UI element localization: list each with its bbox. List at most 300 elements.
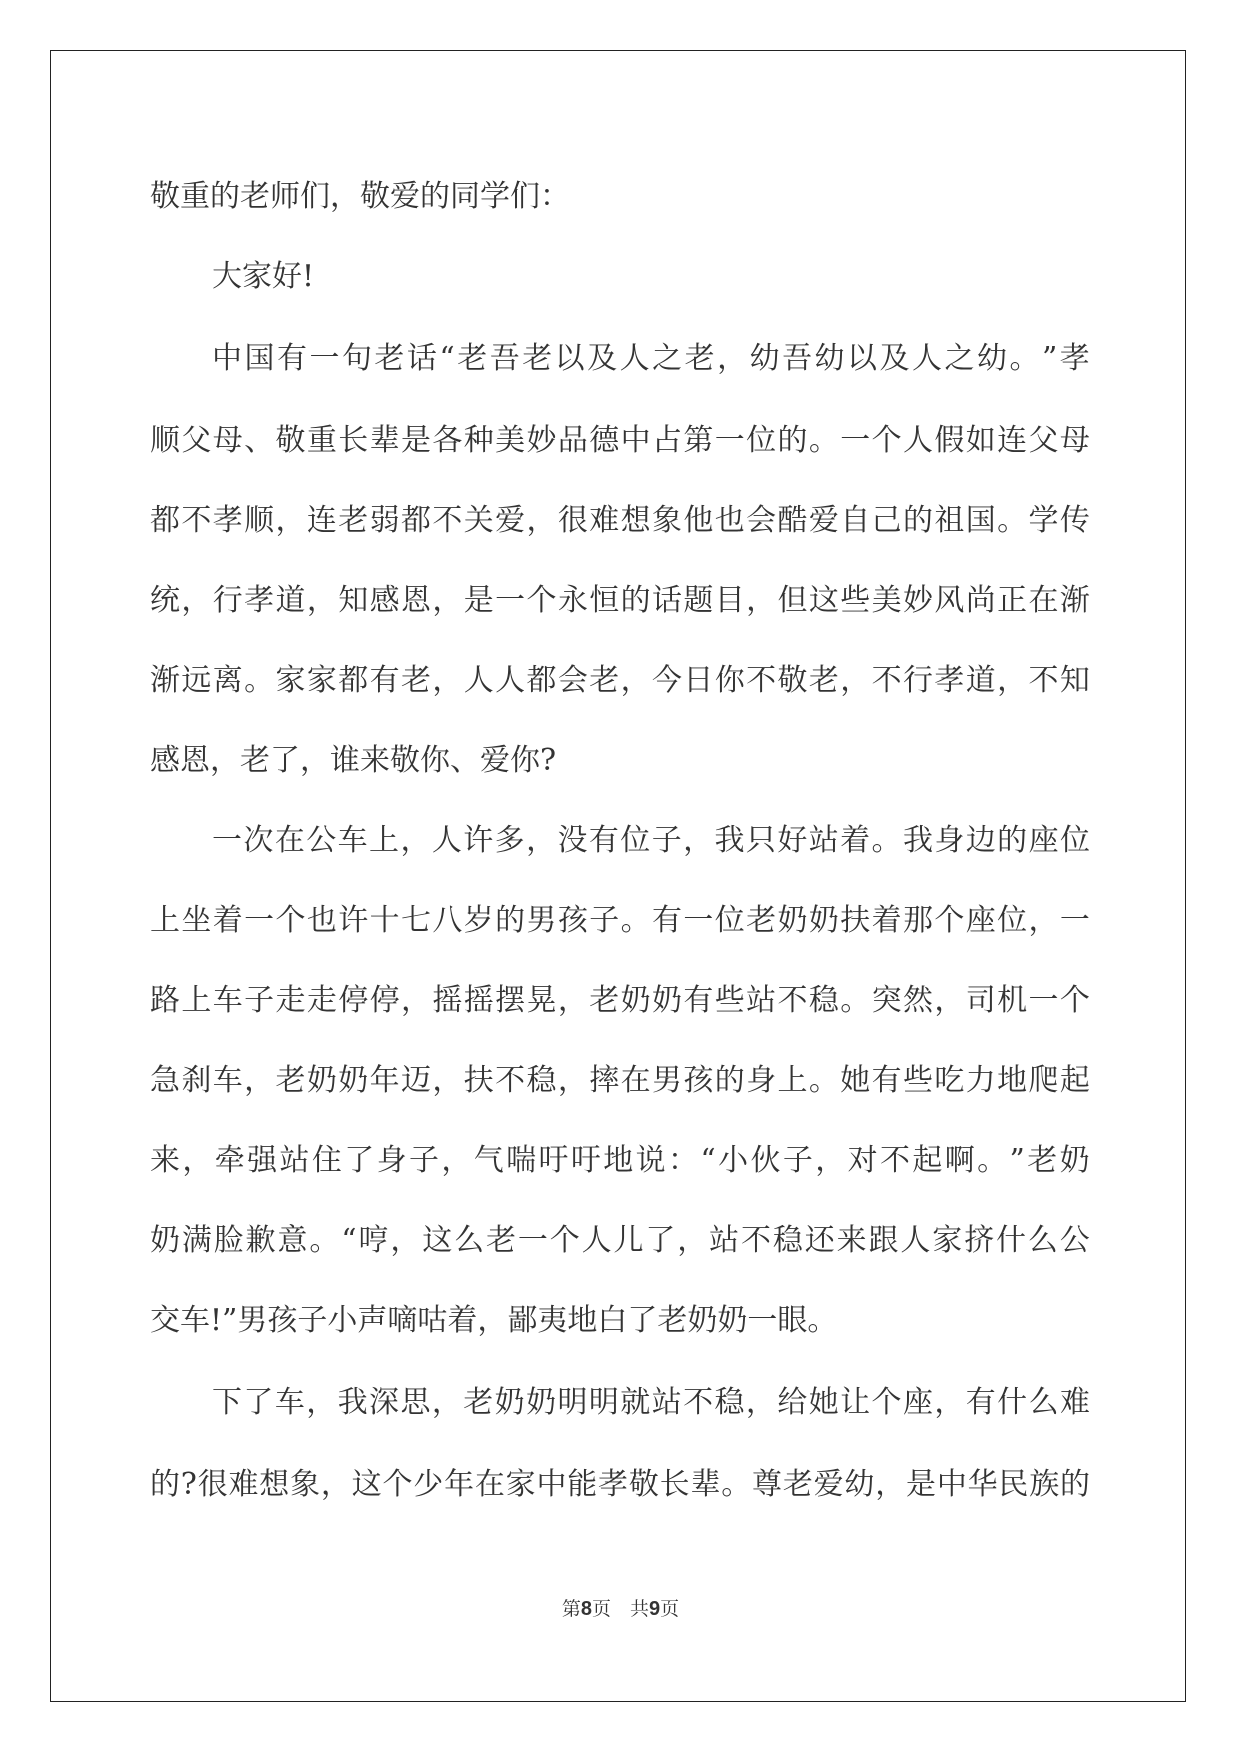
text-char: 关 <box>463 503 494 538</box>
text-char: 恒 <box>589 583 620 618</box>
text-char: 人 <box>463 663 494 698</box>
text-char: 老 <box>275 1063 306 1098</box>
text-char: 目 <box>714 583 745 618</box>
text-char: 上 <box>777 1063 808 1098</box>
text-char: 。 <box>808 1063 839 1098</box>
text-char: 在 <box>1028 583 1059 618</box>
text-char: 车 <box>274 1385 305 1420</box>
text-char: 个 <box>1059 983 1090 1018</box>
text-char: 个 <box>526 583 557 618</box>
text-char: 子 <box>589 903 620 938</box>
text-char: 年 <box>369 1063 400 1098</box>
text-char: 都 <box>526 663 557 698</box>
paragraph-line <box>150 881 1090 961</box>
text-char: 路 <box>150 983 180 1018</box>
text-char: 吃 <box>934 1063 965 1098</box>
text-char: 车 <box>212 983 243 1018</box>
text-char: 小 <box>718 1143 749 1178</box>
text-char: 一 <box>1028 983 1059 1018</box>
text-char: 他 <box>683 503 714 538</box>
text-char: 司 <box>965 983 996 1018</box>
text-char: 恩 <box>401 583 431 618</box>
text-char: 美 <box>495 423 526 458</box>
text-char: ， <box>717 341 748 376</box>
text-char: 、 <box>244 423 275 458</box>
text-char: 爱 <box>813 1467 844 1502</box>
text-char: 是 <box>906 1467 937 1502</box>
text-char: 年 <box>444 1467 475 1502</box>
text-char: ， <box>431 1385 462 1420</box>
text-char: 长 <box>659 1467 690 1502</box>
text-char: 的 <box>495 903 526 938</box>
text-char: 站 <box>808 823 839 858</box>
text-char: 美 <box>871 583 902 618</box>
text-char: 孩 <box>683 1063 714 1098</box>
text-char: 么 <box>1028 1385 1059 1420</box>
text-char: 强 <box>247 1143 278 1178</box>
text-char: 边 <box>965 823 996 858</box>
text-char: 在 <box>274 823 305 858</box>
paragraph-line <box>150 801 1090 881</box>
text-char: 很 <box>557 503 588 538</box>
text-char: 一 <box>309 341 340 376</box>
text-char: 子 <box>782 1143 813 1178</box>
text-char: 敬 <box>777 663 808 698</box>
text-char: 座 <box>1028 823 1059 858</box>
text-char: ， <box>306 1385 337 1420</box>
text-char: 孝 <box>598 1467 629 1502</box>
text-char: 但 <box>777 583 808 618</box>
text-char: ， <box>557 1063 588 1098</box>
text-char: 统 <box>150 583 180 618</box>
paragraph-line <box>150 1361 1090 1445</box>
text-char: 是 <box>463 583 494 618</box>
text-char: 些 <box>840 583 871 618</box>
text-char: 会 <box>746 503 777 538</box>
text-char: ， <box>934 1385 965 1420</box>
text-char: 老 <box>684 341 715 376</box>
text-char: 妙 <box>903 583 933 618</box>
text-char: 老 <box>589 983 620 1018</box>
text-char: 不 <box>871 663 902 698</box>
text-char: 就 <box>620 1385 651 1420</box>
text-char: 奶 <box>150 1223 180 1258</box>
text-char: 喘 <box>506 1143 537 1178</box>
text-char: 突 <box>871 983 902 1018</box>
text-char: ， <box>400 823 431 858</box>
text-char: 一 <box>495 583 526 618</box>
text-char: 思 <box>400 1385 431 1420</box>
text-char: 家 <box>932 1223 963 1258</box>
paragraph-line: 交车!”男孩子小声嘀咕着，鄙夷地白了老奶奶一眼。 <box>150 1303 838 1338</box>
text-char: 一 <box>244 903 275 938</box>
text-char: 坐 <box>181 903 212 938</box>
text-char: 一 <box>683 903 714 938</box>
text-char: 妙 <box>526 423 557 458</box>
text-char: 起 <box>912 1143 943 1178</box>
text-char: 。 <box>309 1223 340 1258</box>
text-char: 想 <box>259 1467 290 1502</box>
text-char: 想 <box>620 503 651 538</box>
text-char: ， <box>557 983 588 1018</box>
text-char: 奶 <box>1059 1143 1090 1178</box>
text-char: 老 <box>1027 1143 1058 1178</box>
text-char: 老 <box>522 341 553 376</box>
text-char: 着 <box>871 903 902 938</box>
text-char: 国 <box>244 341 275 376</box>
text-char: 。 <box>840 983 871 1018</box>
text-char: 。 <box>997 503 1028 538</box>
text-char: 一 <box>517 1223 548 1258</box>
text-char: 奶 <box>620 983 651 1018</box>
footer-mid: 页 共 <box>591 1598 649 1620</box>
text-char: 次 <box>243 823 274 858</box>
text-char: 不 <box>746 663 777 698</box>
text-char: 老 <box>401 663 431 698</box>
salutation: 敬重的老师们，敬爱的同学们： <box>150 179 570 214</box>
text-char: 位 <box>1059 823 1090 858</box>
text-char: 扶 <box>463 1063 494 1098</box>
text-char: ： <box>668 1143 698 1178</box>
text-char: 座 <box>965 903 996 938</box>
text-char: 我 <box>902 823 933 858</box>
text-char: 身 <box>376 1143 407 1178</box>
text-char: 摇 <box>463 983 494 1018</box>
text-char: 她 <box>808 1385 839 1420</box>
text-char: 吁 <box>570 1143 601 1178</box>
text-char: 让 <box>840 1385 871 1420</box>
text-char: 奶 <box>306 1063 337 1098</box>
text-char: 老 <box>746 903 777 938</box>
text-char: 人 <box>912 341 942 376</box>
text-char: 许 <box>463 823 494 858</box>
text-char: 日 <box>683 663 714 698</box>
paragraph-line <box>150 1121 1090 1201</box>
text-char: 然 <box>903 983 933 1018</box>
text-char: 母 <box>1059 423 1090 458</box>
text-char: 各 <box>432 423 463 458</box>
text-char: 位 <box>997 903 1028 938</box>
text-char: 尊 <box>752 1467 783 1502</box>
text-char: 站 <box>651 1385 682 1420</box>
text-char: 在 <box>474 1467 505 1502</box>
text-char: 老 <box>782 1467 813 1502</box>
text-char: 风 <box>934 583 965 618</box>
text-char: ， <box>526 503 557 538</box>
text-char: 弱 <box>369 503 400 538</box>
text-char: 感 <box>369 583 400 618</box>
text-char: 歉 <box>245 1223 276 1258</box>
text-char: 来 <box>150 1143 180 1178</box>
text-char: 个 <box>275 903 306 938</box>
text-char: 学 <box>1028 503 1059 538</box>
text-char: 中 <box>620 423 651 458</box>
text-char: 也 <box>306 903 337 938</box>
text-char: 我 <box>337 1385 368 1420</box>
text-char: 位 <box>620 823 651 858</box>
text-char: 人 <box>900 1223 931 1258</box>
text-char: 顺 <box>150 423 180 458</box>
text-char: 己 <box>871 503 902 538</box>
text-char: 中 <box>936 1467 967 1502</box>
text-char: 远 <box>181 663 212 698</box>
text-char: 迈 <box>401 1063 431 1098</box>
text-char: 民 <box>998 1467 1029 1502</box>
text-char: 座 <box>902 1385 933 1420</box>
text-char: ， <box>390 1223 421 1258</box>
text-char: 知 <box>338 583 369 618</box>
text-char: 你 <box>714 663 745 698</box>
text-char: 不 <box>495 1063 526 1098</box>
paragraph-line <box>150 1445 1090 1525</box>
document-body <box>150 157 1090 1525</box>
text-char: 奶 <box>777 903 808 938</box>
text-char: 人 <box>581 1223 612 1258</box>
text-char: 老 <box>463 1385 494 1420</box>
text-char: 气 <box>473 1143 504 1178</box>
text-char: 力 <box>965 1063 996 1098</box>
text-char: 以 <box>554 341 585 376</box>
text-char: ， <box>306 583 337 618</box>
text-char: 孩 <box>557 903 588 938</box>
text-char: 母 <box>212 423 243 458</box>
text-char: 什 <box>995 1223 1026 1258</box>
text-char: 渐 <box>1059 583 1090 618</box>
text-char: 有 <box>588 823 619 858</box>
text-char: 个 <box>934 903 965 938</box>
text-char: 的 <box>714 1063 745 1098</box>
text-char: 中 <box>536 1467 567 1502</box>
text-char: 这 <box>351 1467 382 1502</box>
text-char: 是 <box>401 423 431 458</box>
text-char: ， <box>441 1143 472 1178</box>
text-char: ， <box>526 823 557 858</box>
text-char: ， <box>875 1467 906 1502</box>
paragraph-line: 感恩，老了，谁来敬你、爱你? <box>150 743 557 778</box>
text-char: 公 <box>306 823 337 858</box>
text-char: 辈 <box>369 423 400 458</box>
text-char: ， <box>320 1467 351 1502</box>
text-char: 哼 <box>358 1223 389 1258</box>
text-char: 脸 <box>213 1223 244 1258</box>
text-char: 个 <box>382 1467 413 1502</box>
text-char: 爱 <box>808 503 839 538</box>
text-char: 孝 <box>212 503 243 538</box>
text-char: ， <box>432 1063 463 1098</box>
text-char: 家 <box>505 1467 536 1502</box>
text-char: ” <box>1041 341 1058 376</box>
text-char: 难 <box>1059 1385 1090 1420</box>
paragraph-line <box>150 561 1090 641</box>
text-char: 稳 <box>526 1063 557 1098</box>
text-char: 不 <box>1028 663 1059 698</box>
text-char: 老 <box>338 503 369 538</box>
text-char: 很 <box>197 1467 228 1502</box>
text-char: 老 <box>457 341 488 376</box>
text-char: 子 <box>409 1143 439 1178</box>
text-char: 十 <box>369 903 400 938</box>
text-char: 难 <box>589 503 620 538</box>
text-char: 子 <box>244 983 275 1018</box>
text-char: 占 <box>652 423 682 458</box>
text-char: 都 <box>401 503 431 538</box>
text-char: 这 <box>422 1223 453 1258</box>
text-char: 站 <box>709 1223 740 1258</box>
text-char: 。 <box>244 663 275 698</box>
text-char: 人 <box>431 823 462 858</box>
text-char: 不 <box>777 983 808 1018</box>
text-char: “ <box>700 1143 716 1178</box>
text-char: 爱 <box>495 503 526 538</box>
text-char: 些 <box>714 983 745 1018</box>
text-char: ， <box>181 583 212 618</box>
text-char: 不 <box>432 503 463 538</box>
text-char: “ <box>439 341 455 376</box>
text-char: 及 <box>879 341 910 376</box>
text-char: 上 <box>150 903 180 938</box>
text-char: 意 <box>277 1223 308 1258</box>
text-char: 七 <box>401 903 431 938</box>
text-char: 么 <box>454 1223 485 1258</box>
text-char: 幼 <box>749 341 780 376</box>
text-char: 的 <box>150 1467 180 1502</box>
text-char: 人 <box>903 423 933 458</box>
text-char: 挤 <box>964 1223 995 1258</box>
footer-prefix: 第 <box>561 1598 581 1620</box>
text-char: 传 <box>1059 503 1090 538</box>
text-char: ， <box>620 663 651 698</box>
text-char: 男 <box>652 1063 682 1098</box>
text-char: 道 <box>965 663 996 698</box>
paragraph-line <box>150 641 1090 721</box>
text-char: 会 <box>557 663 588 698</box>
page-footer <box>0 1594 1241 1621</box>
text-char: ， <box>275 503 306 538</box>
text-char: 。 <box>808 423 839 458</box>
text-char: 个 <box>871 1385 902 1420</box>
greeting: 大家好! <box>212 259 315 294</box>
text-char: 能 <box>567 1467 598 1502</box>
text-char: 正 <box>997 583 1028 618</box>
text-char: 住 <box>311 1143 342 1178</box>
text-char: 的 <box>620 583 651 618</box>
text-char: ， <box>677 1223 708 1258</box>
text-char: 顺 <box>244 503 275 538</box>
text-char: 奶 <box>808 903 839 938</box>
text-char: 上 <box>369 823 400 858</box>
text-char: 的 <box>903 503 933 538</box>
text-char: 车 <box>212 1063 243 1098</box>
text-char: 身 <box>746 1063 777 1098</box>
text-char: ， <box>840 663 871 698</box>
text-char: 行 <box>903 663 933 698</box>
text-char: 辈 <box>690 1467 721 1502</box>
current-page-number: 8 <box>580 1598 592 1620</box>
text-char: 一 <box>840 423 871 458</box>
text-char: 明 <box>557 1385 588 1420</box>
text-char: 稳 <box>808 983 839 1018</box>
text-char: 第 <box>683 423 714 458</box>
text-char: 长 <box>338 423 369 458</box>
text-char: 句 <box>341 341 372 376</box>
text-char: 八 <box>432 903 463 938</box>
paragraph-line <box>150 1041 1090 1121</box>
text-char: 都 <box>338 663 369 698</box>
text-char: 象 <box>290 1467 321 1502</box>
text-char: 。 <box>1009 341 1040 376</box>
text-char: 了 <box>243 1385 274 1420</box>
text-char: 都 <box>150 503 180 538</box>
text-char: 岁 <box>463 903 494 938</box>
text-char: 这 <box>808 583 839 618</box>
text-char: 站 <box>279 1143 310 1178</box>
text-char: 跟 <box>868 1223 899 1258</box>
text-char: 稳 <box>714 1385 745 1420</box>
text-char: 爬 <box>1028 1063 1059 1098</box>
text-char: 老 <box>374 341 405 376</box>
text-char: 走 <box>306 983 337 1018</box>
text-char: ， <box>1028 903 1059 938</box>
text-char: 位 <box>746 423 777 458</box>
text-char: 牵 <box>214 1143 245 1178</box>
paragraph-3 <box>150 1361 1090 1525</box>
text-char: ? <box>180 1467 197 1502</box>
text-char: 道 <box>275 583 306 618</box>
text-char: 摇 <box>432 983 463 1018</box>
text-char: 。 <box>871 823 902 858</box>
text-char: 孝 <box>934 663 965 698</box>
total-page-number: 9 <box>649 1598 661 1620</box>
text-char: 有 <box>652 903 682 938</box>
text-char: 有 <box>276 341 307 376</box>
text-char: 在 <box>620 1063 651 1098</box>
text-char: 身 <box>934 823 965 858</box>
text-char: 国 <box>965 503 996 538</box>
text-char: 地 <box>997 1063 1028 1098</box>
text-char: 奶 <box>494 1385 525 1420</box>
text-char: 一 <box>714 423 745 458</box>
text-char: 有 <box>369 663 400 698</box>
text-char: 那 <box>903 903 933 938</box>
text-char: 离 <box>212 663 243 698</box>
text-char: 连 <box>997 423 1028 458</box>
text-char: 自 <box>840 503 871 538</box>
text-char: ， <box>934 983 965 1018</box>
text-char: 还 <box>804 1223 835 1258</box>
text-char: 祖 <box>934 503 965 538</box>
text-char: 连 <box>306 503 337 538</box>
text-char: 话 <box>406 341 437 376</box>
text-char: 个 <box>549 1223 580 1258</box>
text-char: 难 <box>228 1467 259 1502</box>
text-char: 走 <box>275 983 306 1018</box>
text-char: 。 <box>977 1143 1008 1178</box>
text-char: 个 <box>871 423 902 458</box>
text-char: 吁 <box>538 1143 569 1178</box>
text-char: 车 <box>337 823 368 858</box>
text-char: 父 <box>181 423 212 458</box>
text-char: 下 <box>212 1385 242 1420</box>
paragraph-line <box>150 481 1090 561</box>
paragraph-2 <box>150 801 1090 1361</box>
text-char: 有 <box>871 1063 902 1098</box>
text-char: 父 <box>1028 423 1059 458</box>
text-char: 及 <box>587 341 618 376</box>
text-char: 我 <box>714 823 745 858</box>
text-char: 一 <box>1059 903 1090 938</box>
text-char: 家 <box>275 663 306 698</box>
text-char: 许 <box>338 903 369 938</box>
